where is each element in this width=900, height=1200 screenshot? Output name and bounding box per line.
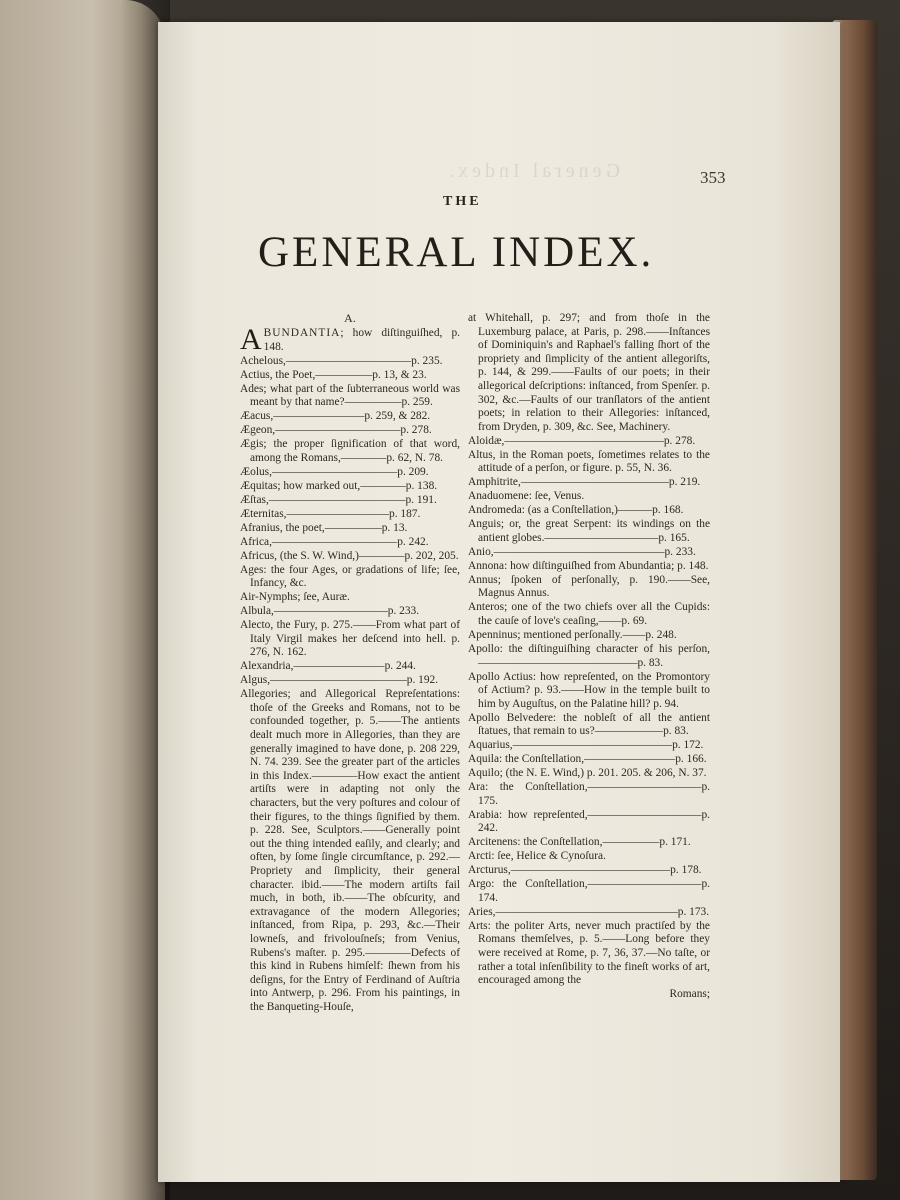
index-entry: Æquitas; how marked out,————p. 138. <box>240 479 438 492</box>
drop-cap: A <box>240 323 262 356</box>
index-entry: at Whitehall, p. 297; and from thoſe in the Luxemburg palace, at Paris, p. 298.——Inſtances of Dominiquin's and Raphael's falling ſhort of the propriety and ſimplicity of the antient allegoriſts, p. 144, & 299.——Faults of our poets; in their allegorical deſcriptions: inſtanced, from Spenſer. p. 302, &c.—Faults of our tranſlators of the antient poets; in relation to their Allegories: inſtanced, from Dryden, p. 309, &c. See, Machinery. <box>468 312 710 433</box>
index-entry: Aquilo; (the N. E. Wind,) p. 201. 205. & 206, N. 37. <box>468 767 707 780</box>
heading-the: THE <box>443 194 482 209</box>
index-entry: Actius, the Poet,—————p. 13, & 23. <box>240 368 427 381</box>
index-entry: Ades; what part of the ſubterraneous world was meant by that name?—————p. 259. <box>240 382 460 409</box>
right-entry-list <box>468 312 710 988</box>
index-entry: Arcturus,——————————————p. 178. <box>468 864 702 877</box>
index-entry: Apenninus; mentioned perſonally.——p. 248. <box>468 628 677 641</box>
left-entry-list <box>240 355 460 1015</box>
index-entry: Arabia: how repreſented,——————————p. 242. <box>468 808 710 835</box>
index-entry: Æternitas,—————————p. 187. <box>240 507 421 520</box>
index-entry: Apollo Belvedere: the nobleſt of all the antient ſtatues, that remain to us?——————p. 83. <box>468 711 710 738</box>
index-entry: Alecto, the Fury, p. 275.——From what part of Italy Virgil makes her deſcend into hell. p. 276, N. 162. <box>240 619 460 659</box>
index-entry: Æſtas,————————————p. 191. <box>240 493 437 506</box>
index-entry: Anteros; one of the two chiefs over all the Cupids: the cauſe of love's ceaſing,——p. 69. <box>468 601 710 627</box>
index-entry: Aquarius,——————————————p. 172. <box>468 739 704 752</box>
page-number: 353 <box>700 168 726 187</box>
index-entry: Altus, in the Roman poets, ſometimes relates to the attitude of a perſon, or figure. p. 55, N. 36. <box>468 448 710 475</box>
index-entry: Arts: the politer Arts, never much practiſed by the Romans themſelves, p. 5.——Long before they were received at Rome, p. 7, 36, 37.—No taſte, or rather a total inſenſibility to the fineſt works of art, encouraged among the <box>468 919 710 987</box>
index-entry: Air-Nymphs; ſee, Auræ. <box>240 591 350 604</box>
index-entry: Ægeon,———————————p. 278. <box>240 424 432 437</box>
index-entry: Albula,——————————p. 233. <box>240 605 420 618</box>
index-entry: Annona: how diſtinguiſhed from Abundantia; p. 148. <box>468 559 709 572</box>
index-entry: Allegories; and Allegorical Repreſentations: thoſe of the Greeks and Romans, not to be confounded together, p. 5.——The antients dealt much more in Allegories, than they are generally imagined to have done, p. 208 229, N. 74. 239. See the greater part of the articles in this Index.————How exact the antient artiſts were in adapting not only the characters, but the very poſtures and colour of their figures, to the things ſignified by them. p. 228. See, Sculptors.——Generally point out the thing intended eaſily, and clearly; and often, by ſome ſingle circumſtance, p. 292.—Propriety and ſimplicity, their general character. ibid.——The modern artiſts fail much, in both, ib.——The obſcurity, and extravagance of the modern Allegories; inſtanced, from Ripa, p. 293, &c.—Their lowneſs, and frivolouſneſs; from Venius, Rubens's maſter. p. 295.————Defects of this kind in Rubens himſelf: ſhewn from his deſigns, for the Entry of Ferdinand of Auſtria into Antwerp, p. 296. From his paintings, in the Banqueting-Houſe, <box>240 688 460 1013</box>
bleed-through-text: General Index. <box>445 160 620 182</box>
index-entry: Algus,————————————p. 192. <box>240 674 439 687</box>
index-entry: Apollo Actius: how repreſented, on the Promontory of Actium? p. 93.——How in the temple built to him by Auguſtus, on the Palatine hill? p. 94. <box>468 670 710 710</box>
page-title: GENERAL INDEX. <box>258 229 655 276</box>
index-entry: Africa,———————————p. 242. <box>240 535 429 548</box>
right-column <box>468 312 710 1002</box>
index-entry: Argo: the Conſtellation,——————————p. 174. <box>468 878 710 904</box>
letter-heading: A. <box>344 311 356 325</box>
index-entry: Ara: the Conſtellation,——————————p. 175. <box>468 781 710 807</box>
entry-caps: BUNDANTIA <box>263 327 341 339</box>
index-entry: Africus, (the S. W. Wind,)————p. 202, 205. <box>240 549 459 562</box>
index-entry: Annus; ſpoken of perſonally, p. 190.——See, Magnus Annus. <box>468 573 710 600</box>
left-column <box>240 312 460 1015</box>
index-entry: Andromeda: (as a Conſtellation,)———p. 168. <box>468 504 684 517</box>
index-entry: Achelous,———————————p. 235. <box>240 354 443 367</box>
index-entry-first <box>240 323 460 356</box>
index-entry: Arcitenens: the Conſtellation,—————p. 171. <box>468 836 691 849</box>
index-entry: Æacus,————————p. 259, & 282. <box>240 410 431 423</box>
index-entry: Arcti: ſee, Helice & Cynoſura. <box>468 850 606 863</box>
index-entry: Amphitrite,—————————————p. 219. <box>468 476 701 489</box>
entry-text: ; how diſtinguiſhed, p. 148. <box>263 327 460 353</box>
index-entry: Anguis; or, the great Serpent: its windings on the antient globes.——————————p. 165. <box>468 518 710 544</box>
index-entry: Ages: the four Ages, or gradations of life; ſee, Infancy, &c. <box>240 563 460 590</box>
index-entry: Ægis; the proper ſignification of that word, among the Romans,————p. 62, N. 78. <box>240 438 460 464</box>
index-entry: Anaduomene: ſee, Venus. <box>468 490 585 503</box>
index-entry: Apollo: the diſtinguiſhing character of his perſon,——————————————p. 83. <box>468 642 710 669</box>
index-entry: Anio,———————————————p. 233. <box>468 545 696 558</box>
index-entry: Aquila: the Conſtellation,————————p. 166. <box>468 753 707 766</box>
index-entry: Afranius, the poet,—————p. 13. <box>240 521 408 534</box>
index-entry: Aries,————————————————p. 173. <box>468 905 710 918</box>
index-entry: Aloidæ,——————————————p. 278. <box>468 434 696 447</box>
catchword: Romans; <box>669 988 710 1001</box>
index-entry: Æolus,———————————p. 209. <box>240 465 429 478</box>
index-entry: Alexandria,————————p. 244. <box>240 660 416 673</box>
